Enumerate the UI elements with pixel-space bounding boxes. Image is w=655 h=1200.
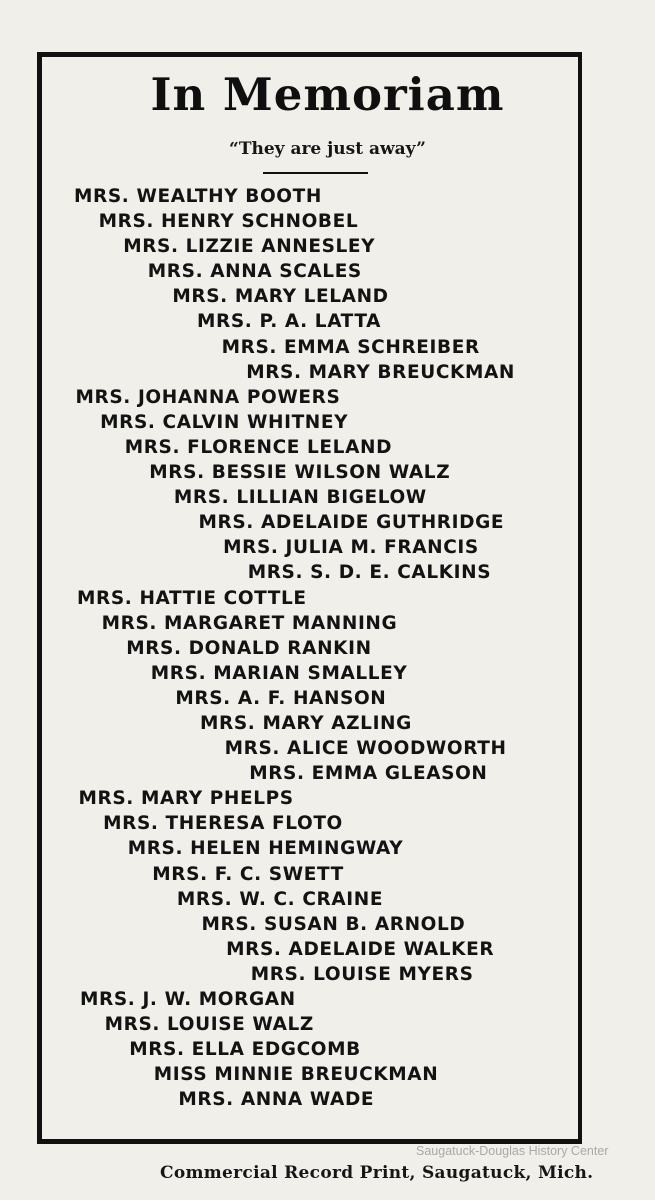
- name-entry: MRS. LOUISE WALZ: [104, 1014, 314, 1036]
- printer-credit: Commercial Record Print, Saugatuck, Mich.: [160, 1163, 594, 1183]
- name-entry: MRS. F. C. SWETT: [152, 863, 344, 885]
- name-entry: MRS. ANNA WADE: [178, 1089, 375, 1111]
- name-entry: MRS. DONALD RANKIN: [126, 637, 372, 659]
- name-entry: MISS MINNIE BREUCKMAN: [153, 1064, 439, 1086]
- name-entry: MRS. JOHANNA POWERS: [75, 386, 341, 408]
- name-entry: MRS. ADELAIDE GUTHRIDGE: [198, 512, 505, 534]
- name-entry: MRS. ALICE WOODWORTH: [224, 738, 507, 760]
- name-entry: MRS. LILLIAN BIGELOW: [173, 487, 427, 509]
- name-entry: MRS. MARIAN SMALLEY: [150, 662, 408, 684]
- name-entry: MRS. SUSAN B. ARNOLD: [201, 913, 466, 935]
- name-entry: MRS. LIZZIE ANNESLEY: [123, 236, 376, 258]
- name-entry: MRS. BESSIE WILSON WALZ: [149, 462, 451, 484]
- name-entry: MRS. ANNA SCALES: [147, 261, 362, 283]
- name-entry: MRS. EMMA GLEASON: [249, 763, 488, 785]
- name-entry: MRS. W. C. CRAINE: [176, 888, 384, 910]
- name-entry: MRS. ADELAIDE WALKER: [226, 938, 495, 960]
- name-entry: MRS. EMMA SCHREIBER: [221, 336, 480, 358]
- name-entry: MRS. S. D. E. CALKINS: [247, 562, 492, 584]
- names-list: [0, 184, 515, 1112]
- name-entry: MRS. HELEN HEMINGWAY: [127, 838, 404, 860]
- name-entry: MRS. FLORENCE LELAND: [124, 436, 393, 458]
- name-entry: MRS. A. F. HANSON: [175, 687, 387, 709]
- name-entry: MRS. CALVIN WHITNEY: [100, 411, 349, 433]
- name-entry: MRS. MARY AZLING: [200, 712, 412, 734]
- name-entry: MRS. HATTIE COTTLE: [77, 587, 307, 609]
- name-entry: MRS. LOUISE MYERS: [250, 963, 474, 985]
- name-entry: MRS. ELLA EDGCOMB: [129, 1039, 361, 1061]
- divider: [263, 172, 368, 174]
- subtitle: “They are just away”: [229, 139, 426, 159]
- name-entry: MRS. WEALTHY BOOTH: [74, 186, 322, 207]
- name-entry: MRS. MARY BREUCKMAN: [246, 361, 515, 383]
- page-title: In Memoriam: [150, 68, 505, 121]
- name-entry: MRS. P. A. LATTA: [197, 311, 382, 333]
- name-entry: MRS. HENRY SCHNOBEL: [98, 211, 359, 233]
- name-entry: MRS. JULIA M. FRANCIS: [223, 537, 479, 559]
- name-entry: MRS. THERESA FLOTO: [103, 813, 343, 835]
- watermark: Saugatuck-Douglas History Center: [416, 1144, 609, 1158]
- name-entry: MRS. J. W. MORGAN: [80, 989, 296, 1010]
- name-entry: MRS. MARY LELAND: [172, 286, 389, 308]
- name-entry: MRS. MARGARET MANNING: [101, 612, 398, 634]
- name-entry: MRS. MARY PHELPS: [78, 788, 294, 810]
